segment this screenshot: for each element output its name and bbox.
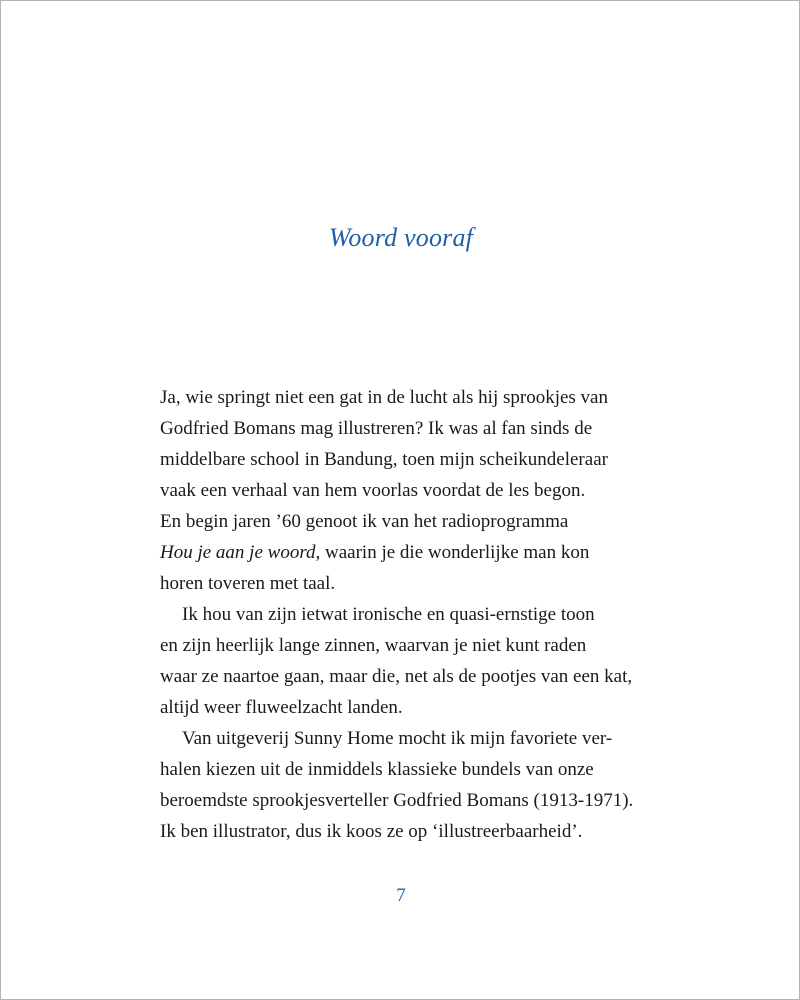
text-line-rest: , waarin je die wonderlijke man kon	[315, 542, 590, 563]
body-text	[160, 382, 634, 847]
text-line: Ik hou van zijn ietwat ironische en quasi-ernstige toon	[182, 604, 595, 625]
text-line: Ja, wie springt niet een gat in de lucht als hij sprookjes van	[160, 387, 608, 408]
text-line: middelbare school in Bandung, toen mijn scheikundeleraar	[160, 449, 608, 470]
text-line: halen kiezen uit de inmiddels klassieke bundels van onze	[160, 759, 594, 780]
text-line: waar ze naartoe gaan, maar die, net als de pootjes van een kat,	[160, 666, 633, 687]
text-line: vaak een verhaal van hem voorlas voordat de les begon.	[160, 480, 586, 501]
text-line: Ik ben illustrator, dus ik koos ze op ‘illustreerbaarheid’.	[160, 821, 583, 842]
radio-program-title: Hou je aan je woord	[160, 542, 316, 563]
text-line: altijd weer fluweelzacht landen.	[160, 697, 403, 718]
text-line: beroemdste sprookjesverteller Godfried Bomans (1913-1971).	[160, 790, 634, 811]
text-line	[160, 537, 630, 568]
text-line: Van uitgeverij Sunny Home mocht ik mijn favoriete ver-	[182, 728, 613, 749]
page-number: 7	[396, 885, 406, 906]
text-line: Godfried Bomans mag illustreren? Ik was al fan sinds de	[160, 418, 593, 439]
text-line: en zijn heerlijk lange zinnen, waarvan je niet kunt raden	[160, 635, 587, 656]
text-line: En begin jaren ’60 genoot ik van het radioprogramma	[160, 511, 569, 532]
text-line: horen toveren met taal.	[160, 573, 336, 594]
chapter-title: Woord vooraf	[328, 223, 474, 252]
